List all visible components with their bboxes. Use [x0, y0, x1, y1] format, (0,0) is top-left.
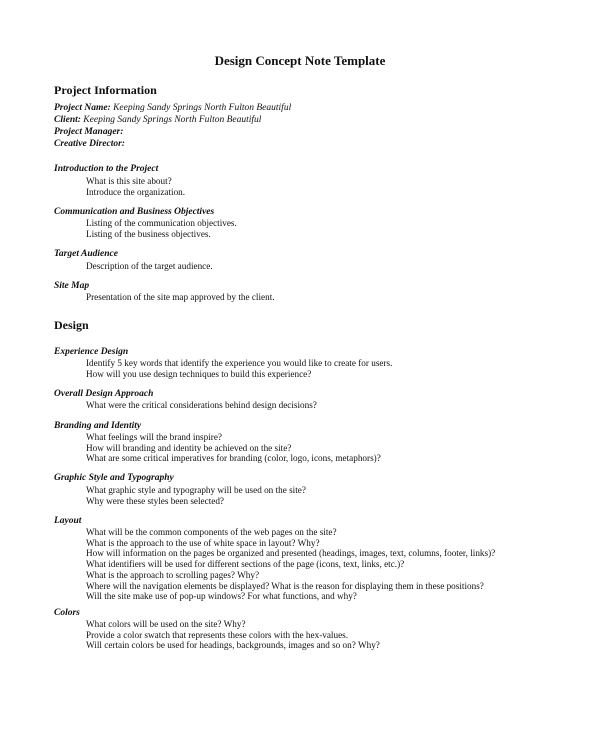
section-line: Why were these styles been selected?	[86, 495, 225, 506]
section-title-branding: Branding and Identity	[54, 421, 142, 431]
section-line: How will branding and identity be achieved on the site?	[86, 442, 292, 453]
project-information-heading: Project Information	[54, 83, 157, 97]
section-line: What feelings will the brand inspire?	[86, 432, 222, 442]
section-line: What is the approach to the use of white space in layout? Why?	[86, 537, 320, 548]
section-lines-graphic-style	[86, 485, 306, 506]
section-lines-introduction	[86, 176, 185, 197]
section-title-objectives: Communication and Business Objectives	[54, 207, 215, 217]
project-name-field	[54, 102, 291, 114]
section-title-target-audience: Target Audience	[54, 249, 118, 259]
section-line: Where will the navigation elements be displayed? What is the reason for displaying them in these positions?	[86, 580, 484, 591]
section-title-graphic-style: Graphic Style and Typography	[54, 473, 174, 483]
creative-director-field	[54, 138, 125, 150]
section-line: Presentation of the site map approved by the client.	[86, 292, 275, 302]
section-line: What is this site about?	[86, 176, 172, 186]
document-title: Design Concept Note Template	[214, 53, 386, 68]
section-line: Will certain colors be used for headings, backgrounds, images and so on? Why?	[86, 640, 380, 651]
section-lines-branding	[86, 432, 381, 464]
section-line: How will information on the pages be organized and presented (headings, images, text, columns, footer, links)?	[86, 548, 496, 559]
section-line: How will you use design techniques to build this experience?	[86, 368, 312, 379]
section-line: What identifiers will be used for different sections of the page (icons, text, links, etc.)?	[86, 559, 405, 570]
field-value: Keeping Sandy Springs North Fulton Beautiful	[113, 103, 292, 113]
section-title-layout: Layout	[54, 516, 82, 526]
section-line: What were the critical considerations behind design decisions?	[86, 400, 317, 410]
section-title-design-approach: Overall Design Approach	[54, 389, 154, 399]
section-title-site-map: Site Map	[54, 281, 90, 291]
field-label: Project Name:	[54, 103, 111, 113]
section-line: Provide a color swatch that represents these colors with the hex-values.	[86, 629, 349, 640]
section-title-colors: Colors	[54, 608, 80, 618]
section-line: Introduce the organization.	[86, 186, 186, 197]
field-value: Keeping Sandy Springs North Fulton Beautiful	[83, 115, 262, 125]
section-title-introduction: Introduction to the Project	[54, 164, 159, 174]
section-line: What is the approach to scrolling pages? Why?	[86, 569, 260, 580]
section-line: Listing of the business objectives.	[86, 228, 211, 239]
section-line: Listing of the communication objectives.	[86, 218, 237, 228]
section-lines-experience-design	[86, 358, 392, 379]
section-lines-colors	[86, 619, 380, 651]
field-label: Project Manager:	[54, 127, 124, 137]
section-title-experience-design: Experience Design	[54, 347, 129, 357]
section-lines-target-audience	[86, 261, 213, 272]
section-line: Description of the target audience.	[86, 261, 213, 271]
section-line: What graphic style and typography will be used on the site?	[86, 485, 306, 495]
client-field	[54, 114, 261, 126]
field-label: Client:	[54, 115, 81, 125]
design-heading: Design	[54, 318, 89, 332]
section-lines-design-approach	[86, 400, 317, 411]
section-lines-layout	[86, 527, 495, 602]
project-manager-field	[54, 126, 123, 138]
section-lines-site-map	[86, 292, 275, 303]
section-line: What are some critical imperatives for branding (color, logo, icons, metaphors)?	[86, 453, 381, 464]
section-line: What colors will be used on the site? Why?	[86, 619, 246, 629]
section-lines-objectives	[86, 218, 237, 239]
section-line: Identify 5 key words that identify the experience you would like to create for users.	[86, 358, 393, 368]
field-label: Creative Director:	[54, 139, 125, 149]
section-line: Will the site make use of pop-up windows? For what functions, and why?	[86, 591, 357, 602]
section-line: What will be the common components of the web pages on the site?	[86, 527, 337, 537]
